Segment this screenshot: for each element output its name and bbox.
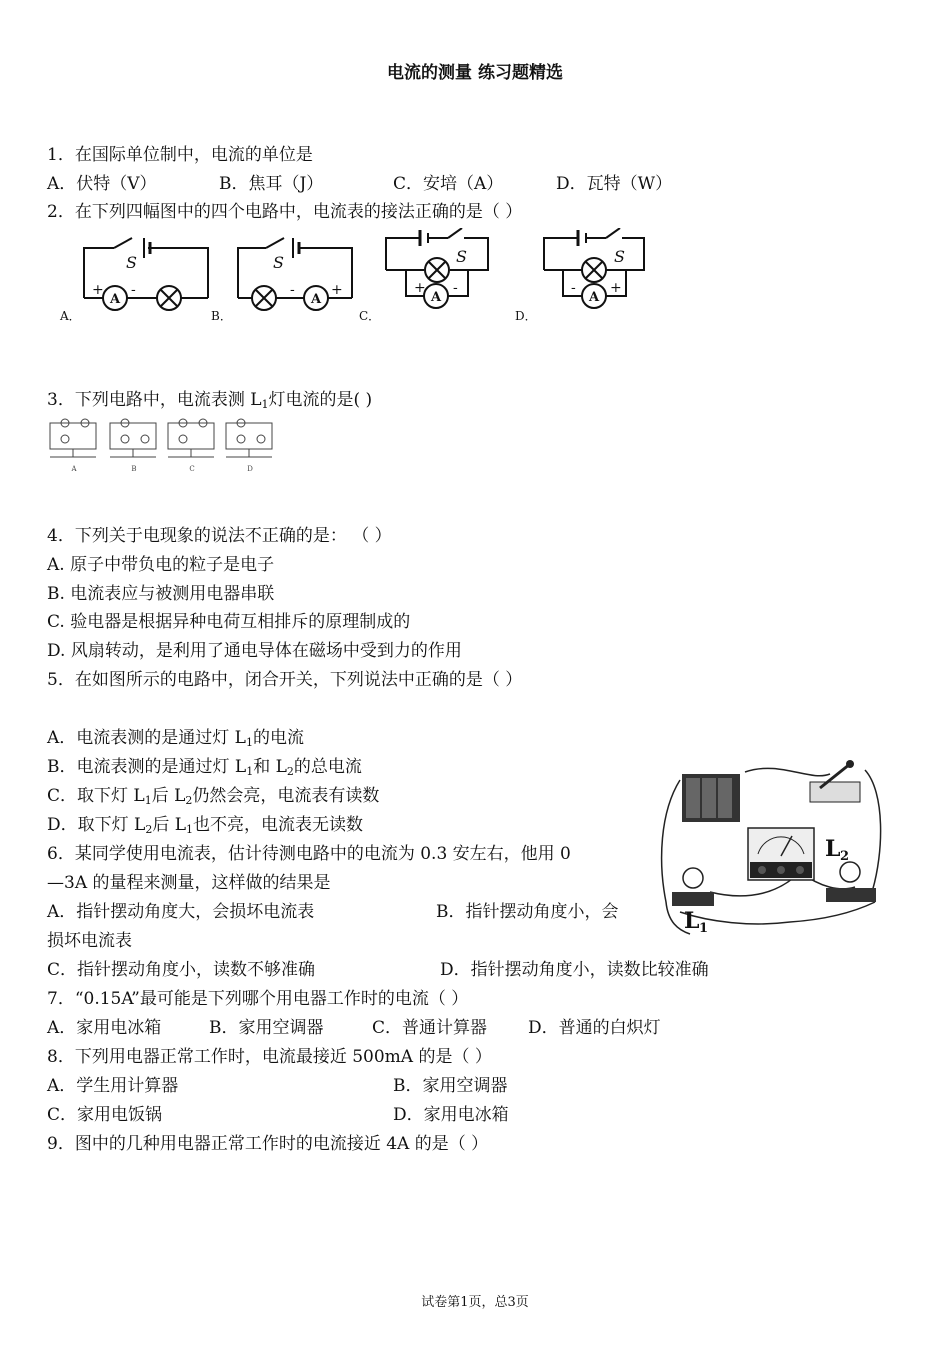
q1-option-c: C．安培（A）: [393, 174, 504, 194]
q5-a-post: 的电流: [252, 728, 304, 748]
l2-label: L: [825, 836, 841, 862]
q3-stem-pre: 3．下列电路中，电流表测 L: [47, 390, 262, 410]
page-footer: 试卷第1页，总3页: [421, 1295, 529, 1310]
q5-c-mid: 后 L: [151, 786, 186, 806]
q2-label-d: D．: [515, 309, 537, 323]
q4-option-c: C. 验电器是根据异种电荷互相排斥的原理制成的: [47, 612, 411, 632]
l1-label: L: [684, 908, 700, 934]
q5-b-pre: B．电流表测的是通过灯 L: [47, 757, 247, 777]
q5-d-sub2: 1: [186, 823, 194, 836]
q3-circuit-diagrams: [48, 417, 288, 475]
q3-label-b: B: [131, 465, 137, 473]
plus-d: +: [610, 280, 622, 296]
q3-label-a: A: [71, 465, 77, 473]
q5-a-sub: 1: [245, 736, 253, 749]
ammeter-icon: [748, 828, 814, 880]
q8-option-c: C．家用电饭锅: [47, 1105, 163, 1125]
q6-option-b: B．指针摆动角度小，会: [436, 902, 619, 922]
minus-a: -: [131, 282, 136, 298]
q7-stem: 7．“0.15A”最可能是下列哪个用电器工作时的电流（ ）: [47, 989, 469, 1009]
switch-icon: [810, 760, 860, 802]
q5-option-b: [47, 756, 362, 783]
q1-option-b: B．焦耳（J）: [219, 174, 324, 194]
q5-d-mid: 后 L: [152, 815, 187, 835]
q3-stem: [47, 389, 372, 416]
q5-a-pre: A．电流表测的是通过灯 L: [47, 728, 246, 748]
q5-c-sub2: 2: [185, 794, 193, 807]
switch-label-a: S: [126, 253, 137, 272]
q3-stem-post: 灯电流的是( ): [268, 390, 373, 410]
q5-option-a: [47, 727, 304, 754]
plus-b: +: [331, 282, 343, 298]
q7-option-a: A．家用电冰箱: [47, 1018, 162, 1038]
q6-option-a: A．指针摆动角度大，会损坏电流表: [47, 902, 315, 922]
ammeter-b: A: [310, 292, 322, 307]
q4-stem: 4．下列关于电现象的说法不正确的是： （ ）: [47, 526, 392, 546]
q1-option-a: A．伏特（V）: [47, 174, 157, 194]
q8-option-b: B．家用空调器: [393, 1076, 508, 1096]
plus-c: +: [414, 280, 426, 296]
switch-label-c: S: [456, 247, 467, 266]
q5-c-pre: C．取下灯 L: [47, 786, 145, 806]
q8-stem: 8．下列用电器正常工作时，电流最接近 500mA 的是（ ）: [47, 1047, 492, 1067]
q2-label-c: C．: [359, 309, 381, 323]
q5-option-d: [47, 814, 363, 841]
q5-d-pre: D．取下灯 L: [47, 815, 146, 835]
q5-circuit-photo: [650, 752, 890, 940]
q5-stem: 5．在如图所示的电路中，闭合开关，下列说法中正确的是（ ）: [47, 670, 523, 690]
q5-option-c: [47, 785, 379, 812]
minus-b: -: [290, 282, 295, 298]
ammeter-a: A: [109, 292, 121, 307]
q2-label-b: B．: [211, 309, 232, 323]
q1-option-d: D．瓦特（W）: [556, 174, 673, 194]
l2-label-sub: 2: [840, 849, 850, 864]
q5-b-sub1: 1: [246, 765, 254, 778]
q7-option-b: B．家用空调器: [209, 1018, 324, 1038]
page-title: 电流的测量 练习题精选: [387, 63, 563, 83]
ammeter-c: A: [430, 290, 442, 305]
bulb-l2-icon: [826, 862, 876, 902]
bulb-l1-icon: [672, 868, 714, 906]
q5-d-sub1: 2: [145, 823, 153, 836]
q5-c-sub1: 1: [144, 794, 152, 807]
q8-option-a: A．学生用计算器: [47, 1076, 179, 1096]
q5-b-sub2: 2: [286, 765, 294, 778]
q3-label-c: C: [189, 465, 195, 473]
q1-stem: 1．在国际单位制中，电流的单位是: [47, 145, 313, 165]
q2-circuit-diagrams: [0, 228, 700, 338]
q4-option-b: B. 电流表应与被测用电器串联: [47, 584, 275, 604]
q7-option-d: D．普通的白炽灯: [528, 1018, 661, 1038]
plus-a: +: [92, 282, 104, 298]
switch-label-b: S: [273, 253, 284, 272]
q2-label-a: A．: [60, 309, 81, 323]
q6-stem-line2: —3A 的量程来测量，这样做的结果是: [47, 873, 331, 893]
q6-option-d: D．指针摆动角度小，读数比较准确: [440, 960, 709, 980]
q6-option-c: C．指针摆动角度小，读数不够准确: [47, 960, 316, 980]
switch-label-d: S: [614, 247, 625, 266]
minus-d: -: [571, 280, 576, 296]
minus-c: -: [453, 280, 458, 296]
ammeter-d: A: [588, 290, 600, 305]
q5-d-post: 也不亮，电流表无读数: [193, 815, 364, 835]
q5-b-mid: 和 L: [253, 757, 287, 777]
q9-stem: 9．图中的几种用电器正常工作时的电流接近 4A 的是（ ）: [47, 1134, 489, 1154]
q3-stem-sub: 1: [261, 398, 269, 411]
l1-label-sub: 1: [699, 921, 709, 936]
q5-c-post: 仍然会亮，电流表有读数: [192, 786, 380, 806]
q2-stem: 2．在下列四幅图中的四个电路中，电流表的接法正确的是（ ）: [47, 202, 523, 222]
q4-option-a: A. 原子中带负电的粒子是电子: [47, 555, 275, 575]
q8-option-d: D．家用电冰箱: [393, 1105, 509, 1125]
q7-option-c: C．普通计算器: [372, 1018, 488, 1038]
q3-label-d: D: [247, 465, 253, 473]
q6-stem-line1: 6．某同学使用电流表，估计待测电路中的电流为 0.3 安左右，他用 0: [47, 844, 571, 864]
q4-option-d: D. 风扇转动，是利用了通电导体在磁场中受到力的作用: [47, 641, 462, 661]
q5-b-post: 的总电流: [293, 757, 362, 777]
q6-option-b-cont: 损坏电流表: [47, 931, 132, 951]
battery-box-icon: [682, 774, 740, 822]
